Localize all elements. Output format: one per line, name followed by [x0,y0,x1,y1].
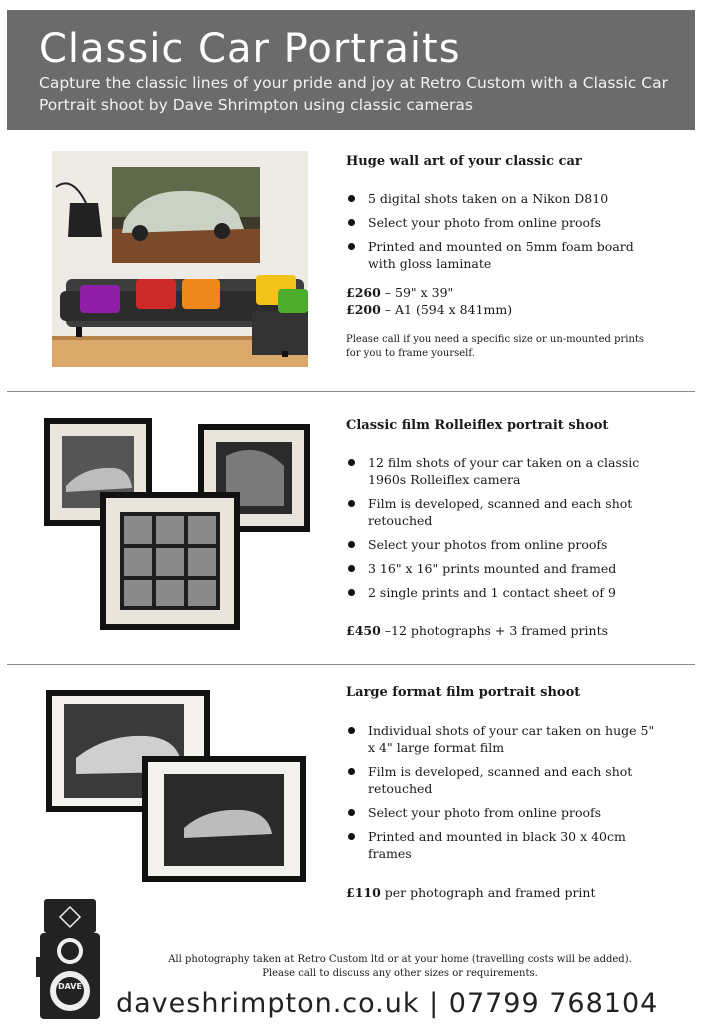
bullet-icon [348,833,355,840]
bullet-icon [348,565,355,572]
cushion-orange [182,279,220,309]
price-line: £450 –12 photographs + 3 framed prints [346,623,609,638]
list-item: 2 single prints and 1 contact sheet of 9 [346,584,656,601]
bullet-icon [348,589,355,596]
price-line: £260 – 59" x 39" [346,285,454,300]
bullet-icon [348,500,355,507]
bullet-icon [348,195,355,202]
bullet-list-rolleiflex [346,454,656,608]
section-heading-rolleiflex: Classic film Rolleiflex portrait shoot [346,418,609,433]
footer-note: All photography taken at Retro Custom ltd or at your home (travelling costs will be added). Please call to discuss any other sizes or requirements. [168,954,632,979]
camera-logo-icon [36,895,102,1021]
section-heading-wall-art: Huge wall art of your classic car [346,154,582,169]
list-item: Printed and mounted in black 30 x 40cm frames [346,828,656,862]
svg-text:DAVE: DAVE [58,982,82,991]
cushion-red [136,279,176,309]
list-item: Select your photos from online proofs [346,536,656,553]
section-divider [7,391,695,392]
section-heading-large-format: Large format film portrait shoot [346,685,581,700]
contact-line[interactable]: daveshrimpton.co.uk | 07799 768104 [116,988,659,1019]
bullet-icon [348,459,355,466]
bullet-icon [348,219,355,226]
price-line: £200 – A1 (594 x 841mm) [346,302,513,317]
list-item: Individual shots of your car taken on huge 5" x 4" large format film [346,722,656,756]
list-item: Film is developed, scanned and each shot retouched [346,495,656,529]
header-banner [7,10,695,130]
bullet-icon [348,243,355,250]
size-note: Please call if you need a specific size or un-mounted prints for you to frame yourself. [346,334,645,359]
page-subtitle: Capture the classic lines of your pride and joy at Retro Custom with a Classic Car Portrait shoot by Dave Shrimpton using classic cameras [39,74,668,114]
list-item: Printed and mounted on 5mm foam board with gloss laminate [346,238,646,272]
cushion-purple [80,285,120,313]
list-item: 12 film shots of your car taken on a classic 1960s Rolleiflex camera [346,454,656,488]
list-item: Select your photo from online proofs [346,214,646,231]
bullet-icon [348,727,355,734]
bullet-icon [348,768,355,775]
list-item: Select your photo from online proofs [346,804,656,821]
large-format-framed-prints [46,688,308,884]
price-line: £110 per photograph and framed print [346,885,596,900]
list-item: 3 16" x 16" prints mounted and framed [346,560,656,577]
bullet-list-wall-art [346,190,646,279]
list-item: 5 digital shots taken on a Nikon D810 [346,190,646,207]
list-item: Film is developed, scanned and each shot retouched [346,763,656,797]
bullet-icon [348,809,355,816]
wall-art-photo [52,151,308,367]
page-title: Classic Car Portraits [39,26,461,72]
section-divider [7,664,695,665]
rolleiflex-framed-prints [44,416,314,632]
cushion-green [278,289,308,313]
bullet-icon [348,541,355,548]
bullet-list-large-format [346,722,656,869]
